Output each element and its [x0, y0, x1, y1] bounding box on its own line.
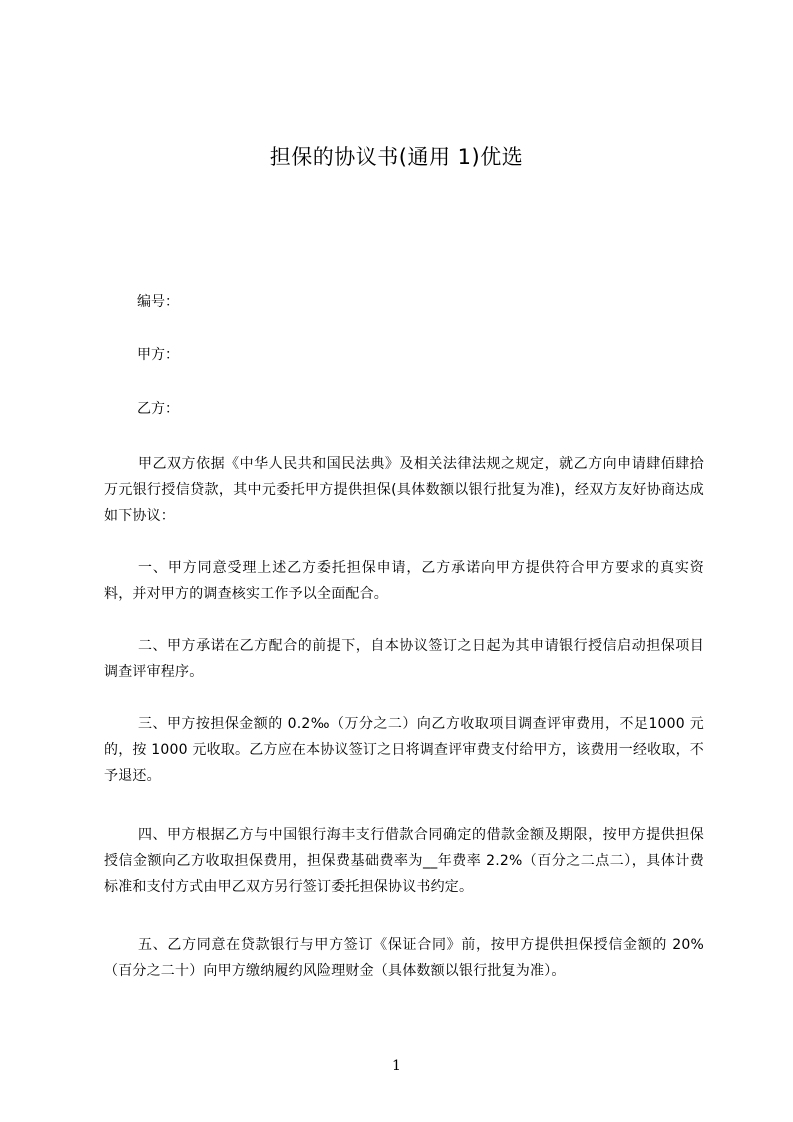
clause-4-paragraph: 四、甲方根据乙方与中国银行海丰支行借款合同确定的借款金额及期限，按甲方提供担保授信金额向乙方收取担保费用，担保费基础费率为__年费率 2.2%（百分之二点二），具体计费标准和支付方式由甲乙双方另行签订委托担保协议书约定。: [104, 827, 704, 895]
party-a-field-label: 甲方：: [137, 347, 179, 363]
clause-5-paragraph: 五、乙方同意在贷款银行与甲方签订《保证合同》前，按甲方提供担保授信金额的 20%（百分之二十）向甲方缴纳履约风险理财金（具体数额以银行批复为准）。: [104, 937, 704, 979]
clause-1-paragraph: 一、甲方同意受理上述乙方委托担保申请，乙方承诺向甲方提供符合甲方要求的真实资料，并对甲方的调查核实工作予以全面配合。: [104, 560, 704, 602]
clause-3-paragraph: 三、甲方按担保金额的 0.2‰（万分之二）向乙方收取项目调查评审费用，不足1000 元的，按 1000 元收取。乙方应在本协议签订之日将调查评审费支付给甲方，该费用一经收取，不予退还。: [104, 716, 704, 784]
party-b-field-label: 乙方：: [137, 401, 179, 417]
intro-paragraph: 甲乙双方依据《中华人民共和国民法典》及相关法律法规之规定，就乙方向申请肆佰肆拾万元银行授信贷款，其中元委托甲方提供担保(具体数额以银行批复为准)，经双方友好协商达成如下协议：: [104, 456, 704, 524]
document-title: 担保的协议书(通用 1)优选: [269, 145, 524, 169]
page-number: 1: [392, 1058, 401, 1074]
clause-2-paragraph: 二、甲方承诺在乙方配合的前提下，自本协议签订之日起为其申请银行授信启动担保项目调查评审程序。: [104, 638, 704, 680]
number-field-label: 编号：: [137, 294, 179, 310]
